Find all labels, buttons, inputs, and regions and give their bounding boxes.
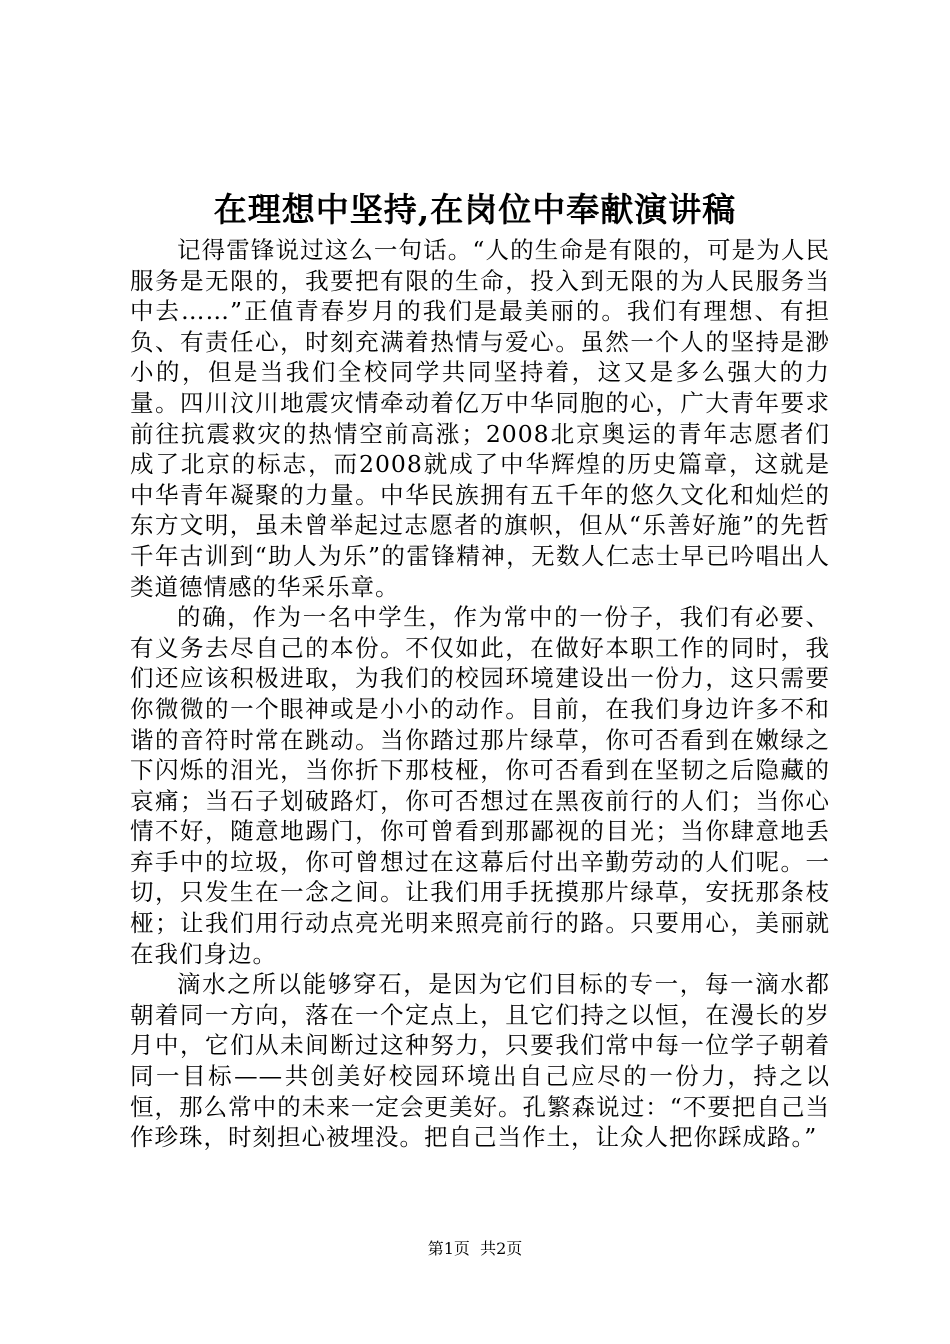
page-footer: 第1页 共2页 [427, 1239, 523, 1258]
paragraph-3: 滴水之所以能够穿石，是因为它们目标的专一，每一滴水都朝着同一方向，落在一个定点上，且它们持之以恒，在漫长的岁月中，它们从未间断过这种努力，只要我们常中每一位学子朝着同一目标——共创美好校园环境出自己应尽的一份力，持之以恒，那么常中的未来一定会更美好。孔繁森说过：“不要把自己当作珍珠，时刻担心被埋没。把自己当作土，让众人把你踩成路。” [130, 970, 830, 1152]
document-title: 在理想中坚持,在岗位中奉献演讲稿 [213, 190, 737, 229]
paragraph-1: 记得雷锋说过这么一句话。“人的生命是有限的，可是为人民服务是无限的，我要把有限的生命，投入到无限的为人民服务当中去……”正值青春岁月的我们是最美丽的。我们有理想、有担负、有责任心，时刻充满着热情与爱心。虽然一个人的坚持是渺小的，但是当我们全校同学共同坚持着，这又是多么强大的力量。四川汶川地震灾情牵动着亿万中华同胞的心，广大青年要求前往抗震救灾的热情空前高涨；2008北京奥运的青年志愿者们成了北京的标志，而2008就成了中华辉煌的历史篇章，这就是中华青年凝聚的力量。中华民族拥有五千年的悠久文化和灿烂的东方文明，虽未曾举起过志愿者的旗帜，但从“乐善好施”的先哲千年古训到“助人为乐”的雷锋精神，无数人仁志士早已吟唱出人类道德情感的华采乐章。 [130, 236, 830, 601]
paragraph-2: 的确，作为一名中学生，作为常中的一份子，我们有必要、有义务去尽自己的本份。不仅如此，在做好本职工作的同时，我们还应该积极进取，为我们的校园环境建设出一份力，这只需要你微微的一个眼神或是小小的动作。目前，在我们身边许多不和谐的音符时常在跳动。当你踏过那片绿草，你可否看到在嫩绿之下闪烁的泪光，当你折下那枝桠，你可否看到在坚韧之后隐藏的哀痛；当石子划破路灯，你可否想过在黑夜前行的人们；当你心情不好，随意地踢门，你可曾看到那鄙视的目光；当你肆意地丢弃手中的垃圾，你可曾想过在这幕后付出辛勤劳动的人们呢。一切，只发生在一念之间。让我们用手抚摸那片绿草，安抚那条枝桠；让我们用行动点亮光明来照亮前行的路。只要用心，美丽就在我们身边。 [130, 603, 830, 968]
document-body [130, 235, 830, 1153]
